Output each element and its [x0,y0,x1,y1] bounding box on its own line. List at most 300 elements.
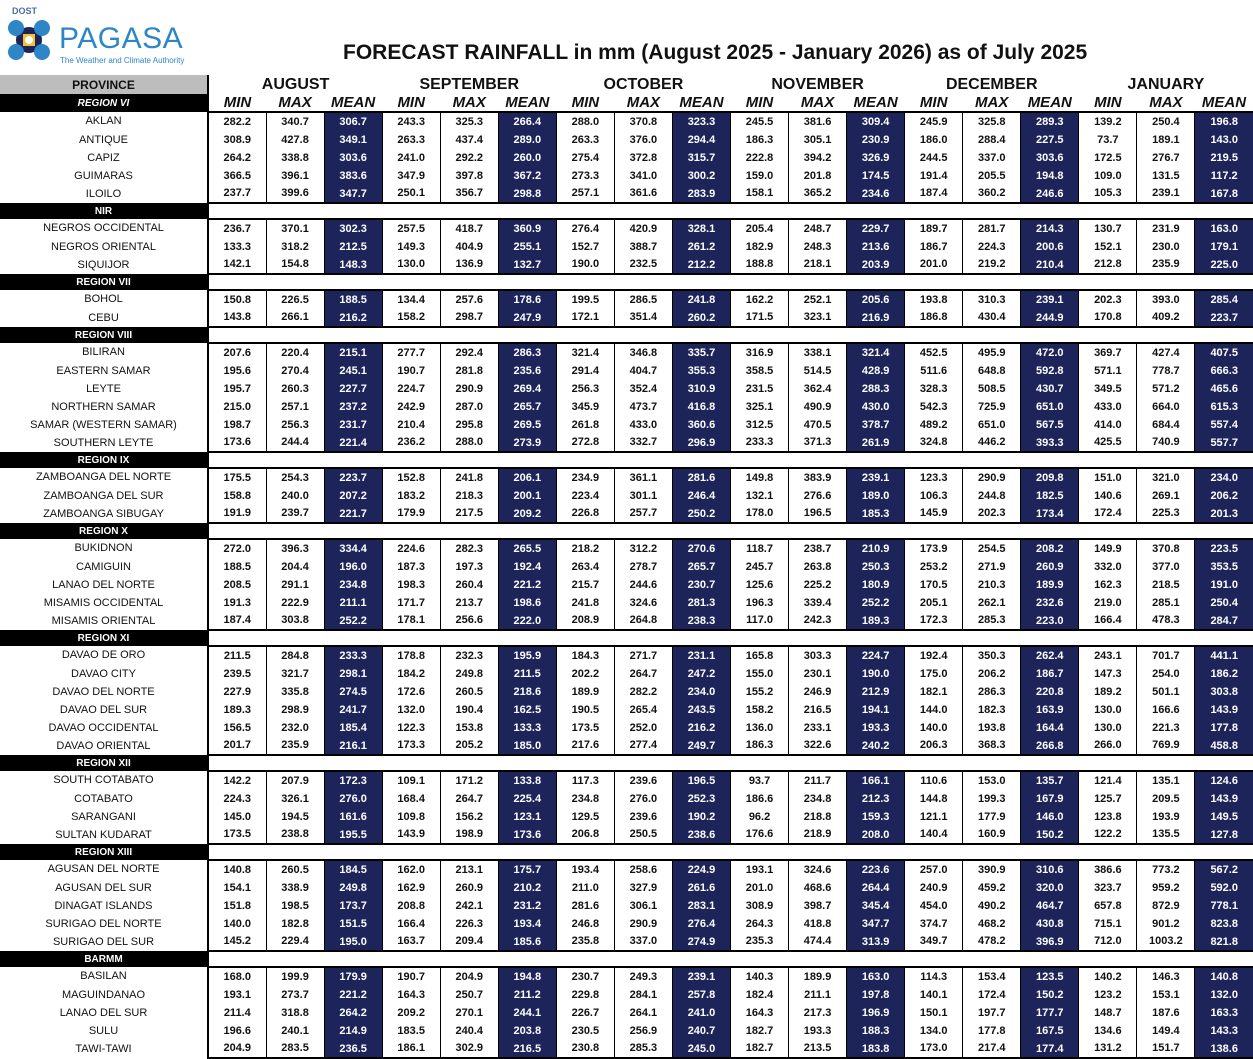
mean-value: 196.5 [672,771,730,790]
mean-value: 651.0 [1021,398,1079,416]
mean-value: 281.3 [672,594,730,612]
max-value: 234.8 [789,790,847,808]
mean-value: 233.3 [324,646,382,665]
max-value: 217.5 [440,505,498,524]
min-value: 366.5 [208,167,266,185]
max-value: 284.8 [266,646,324,665]
mean-value: 310.9 [672,380,730,398]
max-value: 239.1 [1137,185,1195,204]
region-label: REGION XI [0,630,208,646]
mean-value: 189.0 [847,487,905,505]
mean-value: 150.2 [1021,826,1079,845]
mean-value: 208.0 [847,826,905,845]
mean-value: 355.3 [672,362,730,380]
table-row [0,238,1253,256]
region-label: REGION XII [0,755,208,771]
min-value: 117.3 [556,771,614,790]
max-value: 146.3 [1137,967,1195,986]
mean-value: 244.1 [498,1004,556,1022]
mean-value: 260.0 [498,149,556,167]
max-value: 225.3 [1137,505,1195,524]
max-value: 249.8 [440,665,498,683]
max-value: 341.0 [614,167,672,185]
min-value: 321.4 [556,343,614,362]
min-value: 152.1 [1079,238,1137,256]
min-value: 281.6 [556,897,614,915]
max-value: 269.1 [1137,487,1195,505]
mean-value: 230.7 [672,576,730,594]
mean-value: 138.6 [1195,1040,1253,1059]
mean-value: 195.5 [324,826,382,845]
mean-value: 313.9 [847,933,905,952]
table-row [0,808,1253,826]
min-value: 140.0 [208,915,266,933]
max-value: 388.7 [614,238,672,256]
mean-value: 231.2 [498,897,556,915]
table-row [0,897,1253,915]
max-value: 238.8 [266,826,324,845]
min-value: 224.7 [382,380,440,398]
max-value: 218.3 [440,487,498,505]
max-value: 153.4 [963,967,1021,986]
province-name: ANTIQUE [0,131,208,149]
month-header: OCTOBER [603,75,684,93]
province-name: TAWI-TAWI [0,1040,208,1059]
table-row [0,915,1253,933]
mean-value: 186.7 [1021,665,1079,683]
province-name: ZAMBOANGA DEL SUR [0,487,208,505]
min-value: 230.7 [556,967,614,986]
month-header-row [0,75,1253,94]
mean-value: 309.4 [847,112,905,131]
mean-value: 150.2 [1021,986,1079,1004]
table-row [0,719,1253,737]
mean-value: 198.6 [498,594,556,612]
max-value: 473.7 [614,398,672,416]
mean-value: 430.7 [1021,380,1079,398]
min-value: 191.9 [208,505,266,524]
max-value: 295.8 [440,416,498,434]
min-value: 130.0 [1079,719,1137,737]
min-value: 234.8 [556,790,614,808]
max-value: 276.0 [614,790,672,808]
mean-value: 215.1 [324,343,382,362]
min-value: 323.7 [1079,879,1137,897]
min-value: 332.0 [1079,558,1137,576]
table-row [0,468,1253,487]
table-row [0,933,1253,952]
min-value: 121.1 [905,808,963,826]
max-value: 394.2 [789,149,847,167]
min-value: 186.3 [731,131,789,149]
max-value: 398.7 [789,897,847,915]
table-row [0,860,1253,879]
mean-value: 161.6 [324,808,382,826]
mean-value: 173.7 [324,897,382,915]
min-value: 347.9 [382,167,440,185]
mean-value: 219.5 [1195,149,1253,167]
mean-value: 303.8 [1195,683,1253,701]
mean-value: 201.3 [1195,505,1253,524]
mean-value: 234.6 [847,185,905,204]
table-row [0,879,1253,897]
mean-value: 220.8 [1021,683,1079,701]
max-value: 257.7 [614,505,672,524]
max-value: 230.1 [789,665,847,683]
subheader-max: MAX [278,94,312,111]
mean-value: 239.1 [1021,290,1079,309]
min-value: 349.5 [1079,380,1137,398]
mean-value: 557.7 [1195,434,1253,453]
region-label: REGION X [0,523,208,539]
max-value: 262.1 [963,594,1021,612]
mean-value: 195.9 [498,646,556,665]
min-value: 148.7 [1079,1004,1137,1022]
mean-value: 300.2 [672,167,730,185]
min-value: 186.6 [731,790,789,808]
min-value: 239.5 [208,665,266,683]
min-value: 187.4 [905,185,963,204]
max-value: 651.0 [963,416,1021,434]
mean-value: 186.2 [1195,665,1253,683]
region-row [0,274,1253,290]
min-value: 233.3 [731,434,789,453]
max-value: 218.9 [789,826,847,845]
mean-value: 123.1 [498,808,556,826]
min-value: 106.3 [905,487,963,505]
subheader-max: MAX [975,94,1009,111]
table-row [0,434,1253,453]
mean-value: 458.8 [1195,737,1253,756]
province-name: NEGROS ORIENTAL [0,238,208,256]
min-value: 132.1 [731,487,789,505]
mean-value: 180.9 [847,576,905,594]
max-value: 182.8 [266,915,324,933]
min-value: 374.7 [905,915,963,933]
min-value: 190.0 [556,256,614,275]
mean-value: 298.1 [324,665,382,683]
min-value: 211.5 [208,646,266,665]
table-row [0,219,1253,238]
max-value: 327.9 [614,879,672,897]
min-value: 369.7 [1079,343,1137,362]
province-name: ILOILO [0,185,208,204]
mean-value: 117.2 [1195,167,1253,185]
max-value: 213.1 [440,860,498,879]
region-label: BARMM [0,951,208,967]
mean-value: 211.5 [498,665,556,683]
min-value: 226.7 [556,1004,614,1022]
mean-value: 246.4 [672,487,730,505]
region-spacer [208,203,1253,219]
max-value: 285.3 [614,1040,672,1059]
max-value: 360.2 [963,185,1021,204]
region-label: REGION VIII [0,327,208,343]
mean-value: 208.2 [1021,539,1079,558]
max-value: 740.9 [1137,434,1195,453]
mean-value: 294.4 [672,131,730,149]
max-value: 244.4 [266,434,324,453]
min-value: 190.5 [556,701,614,719]
max-value: 278.7 [614,558,672,576]
max-value: 1003.2 [1137,933,1195,952]
max-value: 362.4 [789,380,847,398]
table-row [0,701,1253,719]
max-value: 239.6 [614,808,672,826]
max-value: 182.3 [963,701,1021,719]
max-value: 250.4 [1137,112,1195,131]
max-value: 290.9 [614,915,672,933]
mean-value: 249.8 [324,879,382,897]
min-value: 257.0 [905,860,963,879]
mean-value: 206.2 [1195,487,1253,505]
mean-value: 321.4 [847,343,905,362]
province-name: CAPIZ [0,149,208,167]
mean-value: 185.0 [498,737,556,756]
min-value: 149.9 [1079,539,1137,558]
min-value: 118.7 [731,539,789,558]
max-value: 303.3 [789,646,847,665]
min-value: 140.1 [905,986,963,1004]
mean-value: 234.0 [1195,468,1253,487]
max-value: 281.8 [440,362,498,380]
max-value: 260.3 [266,380,324,398]
table-row [0,380,1253,398]
max-value: 325.3 [440,112,498,131]
max-value: 135.5 [1137,826,1195,845]
min-value: 201.7 [208,737,266,756]
table-row [0,185,1253,204]
subheader-mean: MEAN [1201,94,1247,111]
max-value: 218.1 [789,256,847,275]
mean-value: 148.3 [324,256,382,275]
max-value: 160.9 [963,826,1021,845]
mean-value: 231.7 [324,416,382,434]
min-value: 186.1 [382,1040,440,1059]
max-value: 252.0 [614,719,672,737]
mean-value: 335.7 [672,343,730,362]
max-value: 254.0 [1137,665,1195,683]
min-value: 324.8 [905,434,963,453]
min-value: 168.0 [208,967,266,986]
max-value: 288.4 [963,131,1021,149]
max-value: 209.5 [1137,790,1195,808]
max-value: 283.5 [266,1040,324,1059]
mean-value: 262.4 [1021,646,1079,665]
max-value: 778.7 [1137,362,1195,380]
min-value: 150.1 [905,1004,963,1022]
min-value: 191.3 [208,594,266,612]
min-value: 173.6 [208,434,266,453]
min-value: 152.8 [382,468,440,487]
max-value: 271.7 [614,646,672,665]
max-value: 288.0 [440,434,498,453]
max-value: 303.8 [266,612,324,631]
max-value: 233.1 [789,719,847,737]
min-value: 273.3 [556,167,614,185]
table-row [0,309,1253,328]
table-row [0,967,1253,986]
province-name: ZAMBOANGA DEL NORTE [0,468,208,487]
province-name: AGUSAN DEL NORTE [0,860,208,879]
max-value: 260.5 [440,683,498,701]
min-value: 191.4 [905,167,963,185]
max-value: 390.9 [963,860,1021,879]
max-value: 872.9 [1137,897,1195,915]
max-value: 337.0 [963,149,1021,167]
table-row [0,290,1253,309]
month-header: DECEMBER [945,75,1038,93]
min-value: 142.2 [208,771,266,790]
province-name: MISAMIS OCCIDENTAL [0,594,208,612]
mean-value: 232.6 [1021,594,1079,612]
max-value: 254.3 [266,468,324,487]
min-value: 158.2 [382,309,440,328]
max-value: 459.2 [963,879,1021,897]
min-value: 109.1 [382,771,440,790]
min-value: 206.8 [556,826,614,845]
min-value: 145.9 [905,505,963,524]
mean-value: 347.7 [847,915,905,933]
max-value: 404.9 [440,238,498,256]
max-value: 286.3 [963,683,1021,701]
mean-value: 210.9 [847,539,905,558]
min-value: 162.9 [382,879,440,897]
mean-value: 133.3 [498,719,556,737]
mean-value: 225.0 [1195,256,1253,275]
max-value: 156.2 [440,808,498,826]
mean-value: 222.0 [498,612,556,631]
mean-value: 143.3 [1195,1022,1253,1040]
subheader-min: MIN [1094,94,1122,111]
max-value: 231.9 [1137,219,1195,238]
min-value: 195.7 [208,380,266,398]
min-value: 358.5 [731,362,789,380]
table-row [0,646,1253,665]
min-value: 168.4 [382,790,440,808]
max-value: 427.4 [1137,343,1195,362]
min-value: 224.6 [382,539,440,558]
max-value: 172.4 [963,986,1021,1004]
min-value: 264.2 [208,149,266,167]
province-name: SURIGAO DEL SUR [0,933,208,952]
table-row [0,558,1253,576]
min-value: 172.6 [382,683,440,701]
min-value: 452.5 [905,343,963,362]
mean-value: 229.7 [847,219,905,238]
pagasa-emblem-icon [4,18,54,62]
min-value: 212.8 [1079,256,1137,275]
min-value: 229.8 [556,986,614,1004]
mean-value: 250.3 [847,558,905,576]
min-value: 151.0 [1079,468,1137,487]
max-value: 337.0 [614,933,672,952]
max-value: 177.8 [963,1022,1021,1040]
min-value: 193.4 [556,860,614,879]
max-value: 260.4 [440,576,498,594]
min-value: 182.7 [731,1040,789,1059]
min-value: 186.3 [731,737,789,756]
min-value: 325.1 [731,398,789,416]
min-value: 215.7 [556,576,614,594]
mean-value: 276.0 [324,790,382,808]
mean-value: 194.8 [498,967,556,986]
min-value: 211.0 [556,879,614,897]
mean-value: 223.7 [1195,309,1253,328]
min-value: 158.1 [731,185,789,204]
min-value: 140.6 [1079,487,1137,505]
max-value: 490.9 [789,398,847,416]
max-value: 213.5 [789,1040,847,1059]
max-value: 199.3 [963,790,1021,808]
max-value: 193.9 [1137,808,1195,826]
month-header: JANUARY [1127,75,1205,93]
province-name: SOUTHERN LEYTE [0,434,208,453]
max-value: 250.7 [440,986,498,1004]
min-value: 712.0 [1079,933,1137,952]
min-value: 201.0 [731,879,789,897]
max-value: 397.8 [440,167,498,185]
mean-value: 163.9 [1021,701,1079,719]
region-row [0,630,1253,646]
max-value: 252.1 [789,290,847,309]
mean-value: 270.6 [672,539,730,558]
max-value: 285.3 [963,612,1021,631]
min-value: 156.5 [208,719,266,737]
min-value: 235.3 [731,933,789,952]
max-value: 149.4 [1137,1022,1195,1040]
min-value: 272.8 [556,434,614,453]
max-value: 270.1 [440,1004,498,1022]
min-value: 208.9 [556,612,614,631]
mean-value: 239.1 [847,468,905,487]
mean-value: 247.2 [672,665,730,683]
mean-value: 167.5 [1021,1022,1079,1040]
max-value: 298.7 [440,309,498,328]
mean-value: 465.6 [1195,380,1253,398]
min-value: 175.5 [208,468,266,487]
mean-value: 163.3 [1195,1004,1253,1022]
max-value: 418.8 [789,915,847,933]
mean-value: 281.6 [672,468,730,487]
mean-value: 224.9 [672,860,730,879]
max-value: 282.2 [614,683,672,701]
min-value: 130.0 [382,256,440,275]
max-value: 257.6 [440,290,498,309]
mean-value: 283.1 [672,897,730,915]
mean-value: 252.3 [672,790,730,808]
mean-value: 245.0 [672,1040,730,1059]
max-value: 324.6 [614,594,672,612]
province-name: LANAO DEL SUR [0,1004,208,1022]
max-value: 324.6 [789,860,847,879]
max-value: 368.3 [963,737,1021,756]
max-value: 478.3 [1137,612,1195,631]
max-value: 376.0 [614,131,672,149]
max-value: 263.8 [789,558,847,576]
min-value: 425.5 [1079,434,1137,453]
subheader-row [0,94,1253,112]
min-value: 210.4 [382,416,440,434]
max-value: 249.3 [614,967,672,986]
max-value: 260.9 [440,879,498,897]
mean-value: 238.6 [672,826,730,845]
min-value: 272.0 [208,539,266,558]
mean-value: 592.8 [1021,362,1079,380]
min-value: 345.9 [556,398,614,416]
province-name: SULTAN KUDARAT [0,826,208,845]
min-value: 73.7 [1079,131,1137,149]
